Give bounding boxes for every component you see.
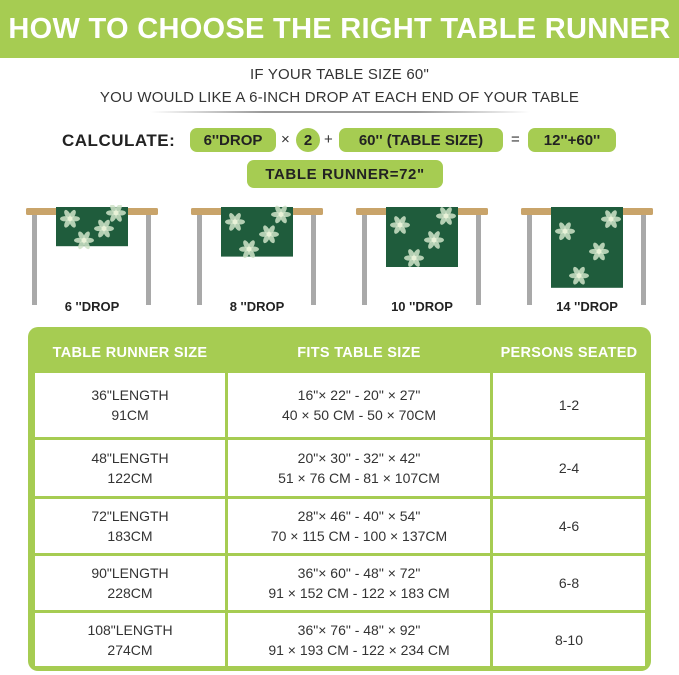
flower-center [577,273,582,278]
drop-label: 8 ''DROP [229,299,285,314]
cell-fits-table-size: 36"× 76" - 48" × 92" 91 × 193 CM - 122 × 234 CM [268,621,450,658]
table-illustration [191,205,323,310]
cell-persons-seated: 8-10 [554,631,584,648]
equals-sign: = [511,131,520,148]
cell-persons-seated: 2-4 [558,460,580,476]
cell-fits-table-size: 36"× 60" - 48" × 72" 91 × 152 CM - 122 × 183 CM [268,565,450,601]
cell-runner-size: 90"LENGTH 228CM [91,565,169,601]
cell-persons-seated: 4-6 [558,518,580,534]
divider [150,111,530,113]
table-leg [197,214,202,305]
flower-center [267,232,272,237]
table-leg [641,214,646,305]
drop-pill: 6''DROP [190,128,276,152]
table-drop-graphic [521,205,653,305]
table-drop-graphic [191,205,323,305]
cell-runner-size: 36"LENGTH 91CM [91,387,169,423]
cell-runner-size: 72"LENGTH 183CM [91,508,169,544]
flower-center [412,256,417,261]
cell-runner-size: 108"LENGTH 274CM [87,621,173,658]
cell-persons-seated: 6-8 [558,575,580,591]
page-title: HOW TO CHOOSE THE RIGHT TABLE RUNNER [8,12,671,45]
cell-fits-table-size: 16"× 22" - 20" × 27" 40 × 50 CM - 50 × 70CM [281,387,437,423]
table-runner-result: TABLE RUNNER=72" [247,160,443,188]
plus-sign: + [324,131,333,148]
calculate-label: CALCULATE: [62,131,176,150]
table-row [35,373,645,437]
cell-fits-table-size: 20"× 30" - 32" × 42" 51 × 76 CM - 81 × 107CM [278,450,440,486]
multiplier-pill: 2 [296,128,320,152]
table-size-pill: 60'' (TABLE SIZE) [339,128,503,152]
drop-label: 6 ''DROP [64,299,120,314]
flower-center [102,226,107,231]
table-row [35,499,645,553]
table-leg [146,214,151,305]
cell-fits-table-size: 28"× 46" - 40" × 54" 70 × 115 CM - 100 × 137CM [270,508,448,544]
table-illustration [26,205,158,310]
title-banner [0,0,679,58]
result-expression-pill: 12''+60'' [528,128,616,152]
header-fits-table-size: FITS TABLE SIZE [297,345,421,361]
table-drop-graphic [356,205,488,305]
flower-center [233,219,238,224]
flower-center [279,212,284,217]
table-illustration [356,205,488,310]
flower-center [398,223,403,228]
table-illustration [521,205,653,310]
flower-center [114,210,119,215]
table-leg [362,214,367,305]
intro-line-1: IF YOUR TABLE SIZE 60" [250,66,429,83]
flower-center [68,216,73,221]
cell-runner-size: 48"LENGTH 122CM [91,450,169,486]
times-sign: × [281,131,290,148]
table-row [35,440,645,496]
header-runner-size: TABLE RUNNER SIZE [52,345,208,361]
intro-line-2: YOU WOULD LIKE A 6-INCH DROP AT EACH END OF YOUR TABLE [99,89,580,106]
table-row [35,613,645,666]
table-leg [476,214,481,305]
flower-center [597,249,602,254]
flower-center [444,214,449,219]
flower-center [247,247,252,252]
table-leg [32,214,37,305]
flower-center [563,229,568,234]
cell-persons-seated: 1-2 [558,397,580,413]
table-row [35,556,645,610]
table-drop-graphic [26,205,158,305]
drop-label: 10 ''DROP [391,299,453,314]
flower-center [82,238,87,243]
table-leg [311,214,316,305]
drop-label: 14 ''DROP [556,299,618,314]
flower-center [432,238,437,243]
header-persons-seated: PERSONS SEATED [500,345,638,361]
table-leg [527,214,532,305]
flower-center [609,217,614,222]
